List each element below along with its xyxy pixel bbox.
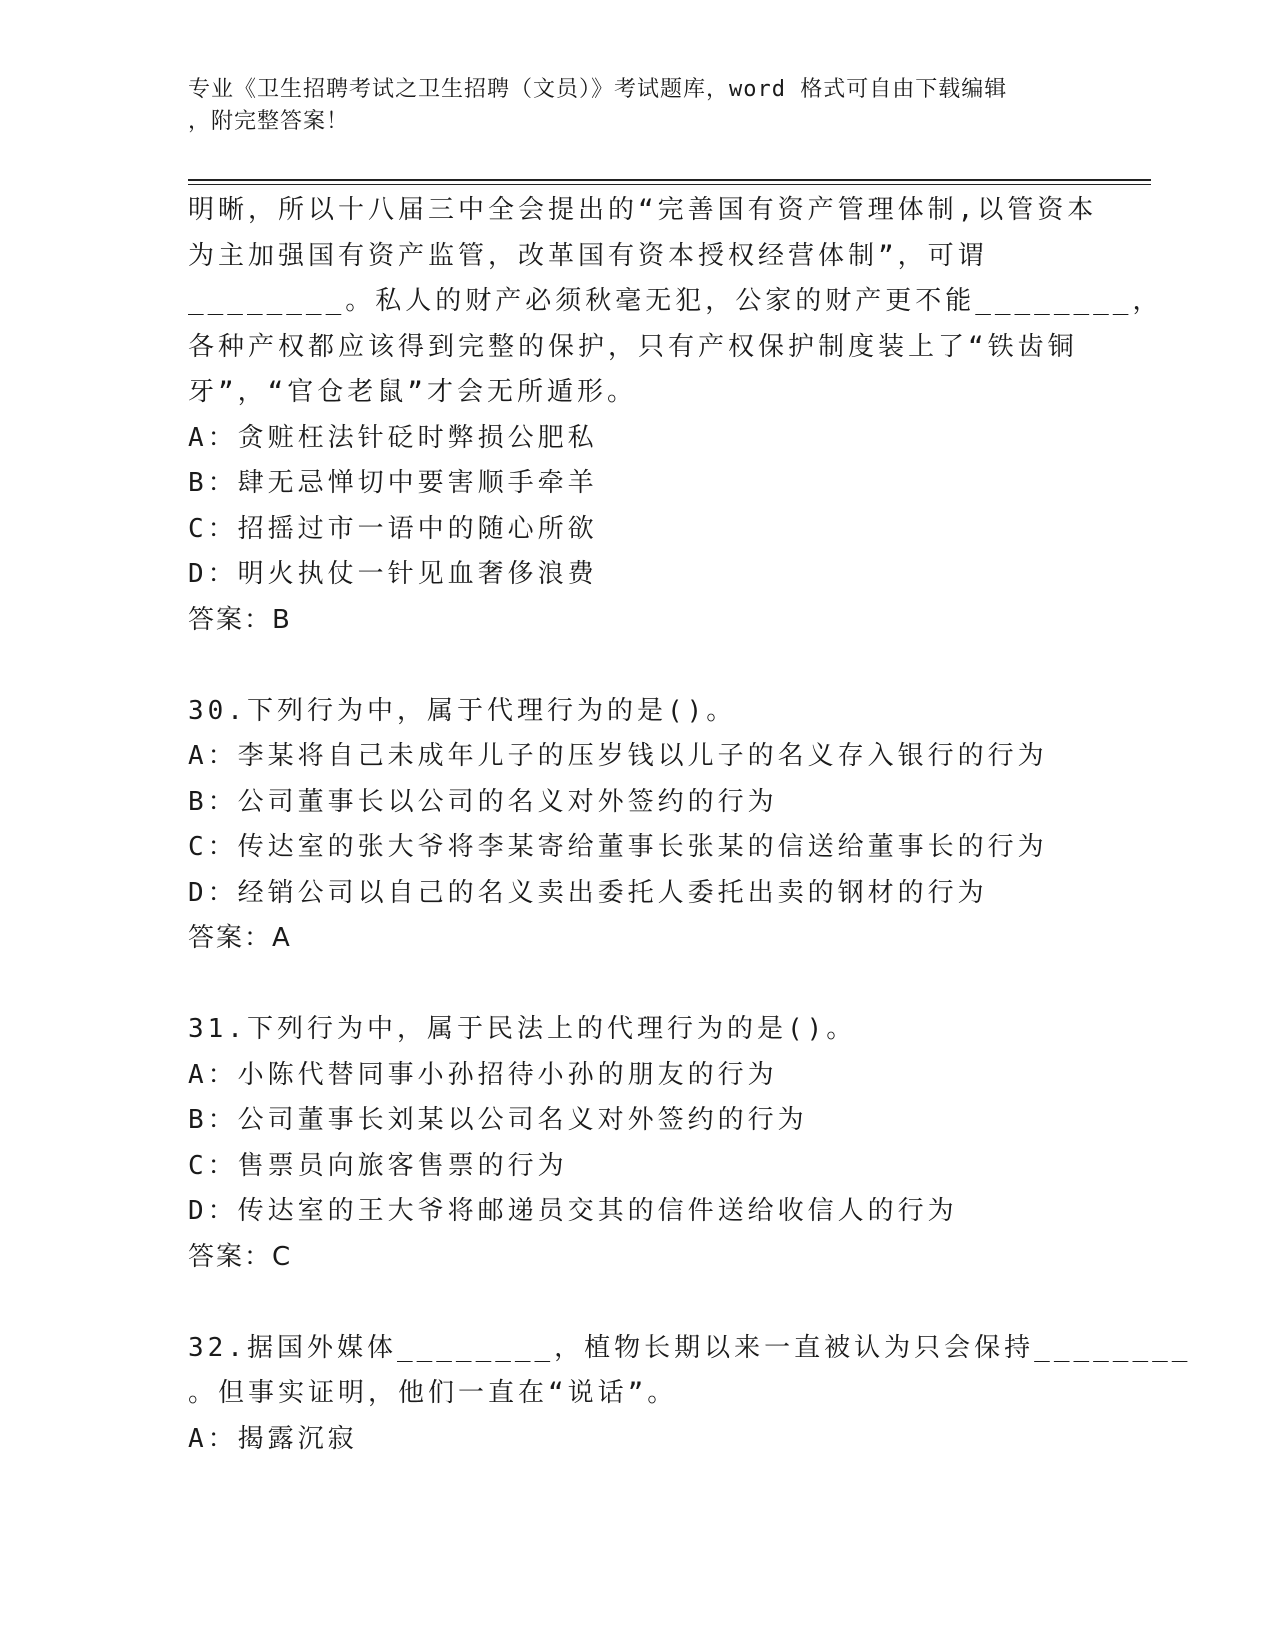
- header-divider-thin: [188, 184, 1151, 185]
- question-content: [188, 188, 1192, 1462]
- question-stem-line: 明晰，所以十八届三中全会提出的“完善国有资产管理体制,以管资本: [188, 195, 1098, 225]
- page-header: [188, 74, 1088, 138]
- answer-label: 答案：C: [188, 1241, 293, 1272]
- option-d: D：经销公司以自己的名义卖出委托人委托出卖的钢材的行为: [188, 877, 988, 908]
- option-a: A：贪赃枉法针砭时弊损公肥私: [188, 422, 598, 453]
- spacer: [188, 643, 1088, 689]
- option-a: A：李某将自己未成年儿子的压岁钱以儿子的名义存入银行的行为: [188, 741, 1048, 771]
- question-31: [188, 1007, 1088, 1280]
- question-stem-line: 为主加强国有资产监管，改革国有资本授权经营体制”，可谓: [188, 240, 988, 271]
- header-line-2: ，附完整答案！: [188, 109, 350, 134]
- option-a: A：小陈代替同事小孙招待小孙的朋友的行为: [188, 1059, 778, 1090]
- question-stem: 31.下列行为中，属于民法上的代理行为的是()。: [188, 1014, 857, 1044]
- question-30: [188, 689, 1088, 962]
- option-c: C：招摇过市一语中的随心所欲: [188, 513, 598, 544]
- question-stem-line: 牙”，“官仓老鼠”才会无所遁形。: [188, 377, 637, 407]
- header-divider-thick: [188, 179, 1151, 181]
- question-stem-line: 。但事实证明，他们一直在“说话”。: [188, 1378, 678, 1408]
- question-stem-line: 各种产权都应该得到完整的保护，只有产权保护制度装上了“铁齿铜: [188, 331, 1078, 362]
- option-b: B：肆无忌惮切中要害顺手牵羊: [188, 468, 598, 498]
- option-b: B：公司董事长以公司的名义对外签约的行为: [188, 786, 778, 817]
- option-b: B：公司董事长刘某以公司名义对外签约的行为: [188, 1105, 808, 1135]
- question-32: [188, 1326, 1192, 1463]
- answer-label: 答案：B: [188, 604, 292, 635]
- option-d: D：明火执仗一针见血奢侈浪费: [188, 559, 598, 589]
- spacer: [188, 962, 1088, 1008]
- answer-label: 答案：A: [188, 923, 292, 953]
- question-stem-line: 32.据国外媒体________，植物长期以来一直被认为只会保持________: [188, 1332, 1192, 1363]
- question-stem: 30.下列行为中，属于代理行为的是()。: [188, 695, 737, 726]
- option-a: A：揭露沉寂: [188, 1423, 358, 1454]
- question-29: [188, 188, 1163, 643]
- option-d: D：传达室的王大爷将邮递员交其的信件送给收信人的行为: [188, 1196, 958, 1226]
- spacer: [188, 1280, 1088, 1326]
- option-c: C：传达室的张大爷将李某寄给董事长张某的信送给董事长的行为: [188, 832, 1048, 862]
- question-stem-line: ________。私人的财产必须秋毫无犯，公家的财产更不能________，: [188, 286, 1163, 316]
- option-c: C：售票员向旅客售票的行为: [188, 1150, 568, 1181]
- header-line-1: 专业《卫生招聘考试之卫生招聘（文员）》考试题库，word 格式可自由下载编辑: [188, 77, 1008, 102]
